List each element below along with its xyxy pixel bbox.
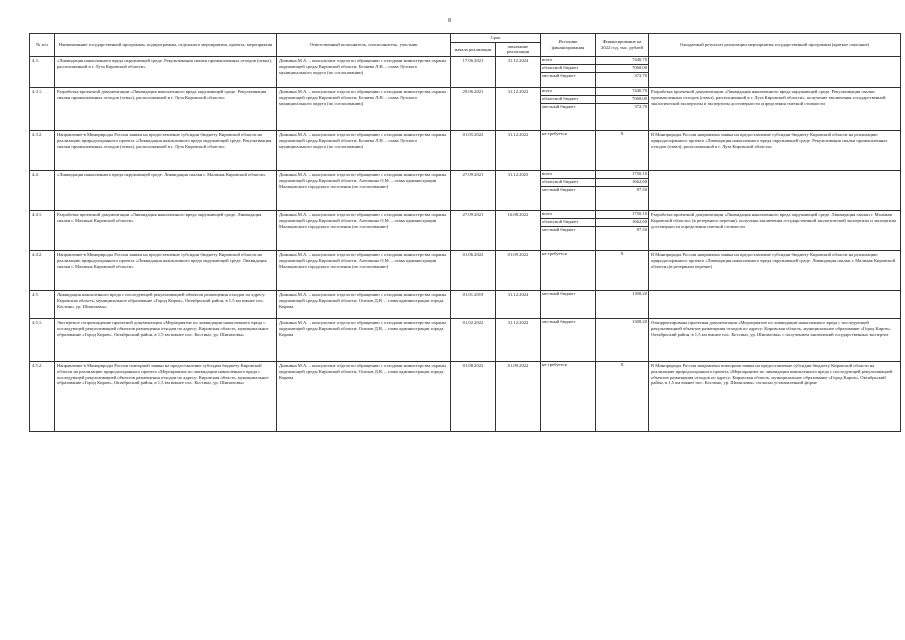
finance-value: X xyxy=(620,131,624,137)
value-list xyxy=(596,57,648,80)
finance-value: 7068,00 xyxy=(596,65,648,73)
value-list xyxy=(596,131,648,138)
row-sources xyxy=(541,291,596,319)
header-term: Срок xyxy=(451,34,541,43)
source-item: областной бюджет xyxy=(541,179,595,187)
source-item: местный бюджет xyxy=(542,227,576,233)
value-list xyxy=(596,211,648,234)
value-list xyxy=(596,88,648,111)
row-result: Разработка проектной документации «Ликвидация накопленного вреда окружающей среде. Рекультивация свалки промышленных отходов (отвал), расположенной в г. Луза Кировской области», получение заключения государственной экологической экспертизы и экспертизы достоверности определения сметной стоимости xyxy=(649,88,901,131)
row-responsible: Домнина М.А. – консультант отдела по обращению с отходами министерства охраны окружающей среды Кировской области; Осипов Д.В. – глава администрации города Кирова xyxy=(277,362,451,432)
header-num: № п/п xyxy=(30,34,55,57)
finance-value: 1308,20 xyxy=(632,319,648,325)
row-name: Направление в Минприроды России заявки на предоставление субсидии бюджету Кировской области на реализацию природоохранного проекта «Ликвидация накопленного вреда окружающей среде. Ликвидация свалки г. Малмыж Кировской области» xyxy=(55,251,277,291)
row-sources xyxy=(541,211,596,251)
row-name: Разработка проектной документации «Ликвидация накопленного вреда окружающей среде. Ликвидация свалки г. Малмыж Кировской области» xyxy=(55,211,277,251)
source-item: местный бюджет xyxy=(542,104,576,110)
source-item: всего xyxy=(541,211,595,219)
source-item: не требуется xyxy=(542,362,567,368)
row-number: 4.5. xyxy=(30,291,55,319)
row-responsible: Домнина М.А. – консультант отдела по обращению с отходами министерства охраны окружающей среды Кировской области; Осипов Д.В. – глава администрации города Кирова xyxy=(277,291,451,319)
row-start-date: 01.06.2022 xyxy=(451,251,496,291)
row-start-date: 01.08.2022 xyxy=(451,362,496,432)
source-list xyxy=(541,131,595,138)
source-list xyxy=(541,319,595,326)
table-row xyxy=(30,171,901,211)
source-item: местный бюджет xyxy=(542,187,576,193)
row-result: В Минприроды России направлена повторная заявка на предоставление субсидии бюджету Кировской области на реализацию природоохранного проекта «Мероприятие по ликвидации накопленного вреда с последующей рекультивацией объектов размещения отходов по адресу: Кировская область, муниципальное образование «Город Киров», Октябрьский район, в 1,5 км южнее пос. Костино, ур. Шипиловы» согласно установленной форме xyxy=(649,362,901,432)
row-responsible: Домнина М.А. – консультант отдела по обращению с отходами министерства охраны окружающей среды Кировской области; Беляева Л.Н. – глава Лузского муниципального округа (по согласованию) xyxy=(277,131,451,171)
row-name: Направление в Минприроды России повторной заявки на предоставление субсидии бюджету Кировской области на реализацию природоохранного проекта «Мероприятие по ликвидации накопленного вреда с последующей рекультивацией объектов размещения отходов по адресу: Кировская область, муниципальное образование «Город Киров», Октябрьский район, в 1,5 км южнее пос. Костино, ур. Шипиловы» xyxy=(55,362,277,432)
row-name: «Ликвидация накопленного вреда окружающей среде. Рекультивация свалки промышленных отходов (отвал), расположенной в г. Луза Кировской области» xyxy=(55,57,277,88)
row-result: В Минприроды России направлена заявка на предоставление субсидии бюджету Кировской области на реализацию природоохранного проекта «Ликвидация накопленного вреда окружающей среде. Ликвидация свалки г. Малмыж Кировской области»(в резервном перечне) xyxy=(649,251,901,291)
row-values xyxy=(596,362,649,432)
row-responsible: Домнина М.А. – консультант отдела по обращению с отходами министерства охраны окружающей среды Кировской области; Алешкина О.М. – глава администрации Малмыжского городского поселения (по согласованию) xyxy=(277,211,451,251)
finance-value: 1750,10 xyxy=(596,171,648,179)
finance-value: X xyxy=(620,251,624,257)
row-number: 4.4.2. xyxy=(30,251,55,291)
source-list xyxy=(541,362,595,369)
header-name: Наименование государственной программы, подпрограммы, отдельного мероприятия, проекта, мероприятия xyxy=(55,34,277,57)
value-list xyxy=(596,291,648,298)
source-list xyxy=(541,171,595,194)
finance-value: 87,50 xyxy=(636,227,648,233)
table-row xyxy=(30,131,901,171)
finance-value: 372,70 xyxy=(634,104,648,110)
row-start-date: 01.01.2019 xyxy=(451,291,496,319)
finance-value: 1750,10 xyxy=(596,211,648,219)
row-start-date: 01.05.2022 xyxy=(451,131,496,171)
row-start-date: 29.06.2021 xyxy=(451,88,496,131)
source-item: не требуется xyxy=(542,131,567,137)
row-name: Экспертное сопровождение проектной документации «Мероприятие по ликвидации накопленного вреда с последующей рекультивацией объектов размещения отходов по адресу: Кировская область, муниципальное образование «Город Киров», Октябрьский район, в 1,5 км южнее пос. Костино, ур. Шипиловы» xyxy=(55,319,277,362)
row-number: 4.3.2. xyxy=(30,131,55,171)
source-item: областной бюджет xyxy=(541,219,595,227)
row-start-date: 01.02.2022 xyxy=(451,319,496,362)
finance-value: 372,70 xyxy=(634,73,648,79)
header-source: Источник финансирования xyxy=(541,34,596,57)
row-values xyxy=(596,57,649,88)
source-item: местный бюджет xyxy=(542,319,576,325)
header-row xyxy=(30,34,901,43)
value-list xyxy=(596,319,648,326)
source-list xyxy=(541,57,595,80)
row-sources xyxy=(541,131,596,171)
row-values xyxy=(596,88,649,131)
row-values xyxy=(596,211,649,251)
row-responsible: Домнина М.А. – консультант отдела по обращению с отходами министерства охраны окружающей среды Кировской области; Осипов Д.В. – глава администрации города Кирова xyxy=(277,319,451,362)
row-number: 4.5.2. xyxy=(30,362,55,432)
header-end: окончание реализации xyxy=(496,42,541,56)
row-responsible: Домнина М.А. – консультант отдела по обращению с отходами министерства охраны окружающей среды Кировской области; Алешкина О.М. – глава администрации Малмыжского городского поселения (по согласованию) xyxy=(277,251,451,291)
source-item: всего xyxy=(541,88,595,96)
row-start-date: 27.09.2021 xyxy=(451,171,496,211)
row-end-date: 01.09.2022 xyxy=(496,251,541,291)
finance-value: 1662,60 xyxy=(596,179,648,187)
header-responsible: Ответственный исполнитель, соисполнитель, участник xyxy=(277,34,451,57)
row-start-date: 27.09.2021 xyxy=(451,211,496,251)
source-item: не требуется xyxy=(542,251,567,257)
finance-value: 87,50 xyxy=(636,187,648,193)
row-end-date: 31.12.2023 xyxy=(496,171,541,211)
row-responsible: Домнина М.А. – консультант отдела по обращению с отходами министерства охраны окружающей среды Кировской области; Алешкина О.М. – глава администрации Малмыжского городского поселения (по согласованию) xyxy=(277,171,451,211)
row-values xyxy=(596,251,649,291)
row-end-date: 31.12.2024 xyxy=(496,291,541,319)
row-sources xyxy=(541,251,596,291)
row-sources xyxy=(541,88,596,131)
row-end-date: 31.12.2024 xyxy=(496,57,541,88)
row-result: В Минприроды России направлена заявка на предоставление субсидии бюджету Кировской области на реализацию природоохранного проекта «Ликвидация накопленного вреда окружающей среде. Рекультивация свалки промышленных отходов (отвал), расположенной в г. Луза Кировской области» xyxy=(649,131,901,171)
row-values xyxy=(596,131,649,171)
row-result xyxy=(649,57,901,88)
row-end-date: 31.12.2022 xyxy=(496,319,541,362)
source-item: всего xyxy=(541,171,595,179)
row-number: 4.5.1. xyxy=(30,319,55,362)
row-result: Откорректирована проектная документация «Мероприятие по ликвидации накопленного вреда с последующей рекультивацией объектов размещения отходов по адресу: Кировская область, муниципальное образование «Город Киров», Октябрьский район, в 1,5 км южнее пос. Костино, ур. Шипиловы» с получением заключений государственных экспертиз xyxy=(649,319,901,362)
row-result xyxy=(649,171,901,211)
table-row xyxy=(30,291,901,319)
row-name: Направление в Минприроды России заявки на предоставление субсидии бюджету Кировской области на реализацию природоохранного проекта «Ликвидация накопленного вреда окружающей среде. Рекультивация свалки промышленных отходов (отвал), расположенной в г. Луза Кировской области» xyxy=(55,131,277,171)
table-row xyxy=(30,319,901,362)
row-sources xyxy=(541,171,596,211)
value-list xyxy=(596,362,648,369)
row-values xyxy=(596,319,649,362)
header-start: начала реализации xyxy=(451,42,496,56)
row-number: 4.4.1. xyxy=(30,211,55,251)
row-end-date: 01.09.2022 xyxy=(496,362,541,432)
finance-value: 7440,70 xyxy=(596,88,648,96)
source-list xyxy=(541,291,595,298)
source-list xyxy=(541,88,595,111)
table-row xyxy=(30,88,901,131)
header-finance: Финансирование на 2022 год, тыс. рублей xyxy=(596,34,649,57)
header-result: Ожидаемый результат реализации мероприятия государственной программы (краткое описание) xyxy=(649,34,901,57)
row-end-date: 16.08.2022 xyxy=(496,211,541,251)
table-row xyxy=(30,251,901,291)
row-responsible: Домнина М.А. – консультант отдела по обращению с отходами министерства охраны окружающей среды Кировской области; Беляева Л.Н. – глава Лузского муниципального округа (по согласованию) xyxy=(277,88,451,131)
row-result xyxy=(649,291,901,319)
row-number: 4.4. xyxy=(30,171,55,211)
row-values xyxy=(596,291,649,319)
value-list xyxy=(596,171,648,194)
finance-value: X xyxy=(620,362,624,368)
row-name: Разработка проектной документации «Ликвидация накопленного вреда окружающей среде. Рекультивация свалки промышленных отходов (отвал), расположенной в г. Луза Кировской области» xyxy=(55,88,277,131)
finance-value: 1308,20 xyxy=(632,291,648,297)
row-sources xyxy=(541,362,596,432)
row-values xyxy=(596,171,649,211)
source-list xyxy=(541,251,595,258)
row-number: 4.3.1. xyxy=(30,88,55,131)
row-name: «Ликвидация накопленного вреда окружающей среде. Ликвидация свалки г. Малмыж Кировской области» xyxy=(55,171,277,211)
row-sources xyxy=(541,319,596,362)
row-responsible: Домнина М.А. – консультант отдела по обращению с отходами министерства охраны окружающей среды Кировской области; Беляева Л.Н. – глава Лузского муниципального округа (по согласованию) xyxy=(277,57,451,88)
source-item: областной бюджет xyxy=(541,96,595,104)
source-item: местный бюджет xyxy=(542,291,576,297)
finance-value: 7440,70 xyxy=(596,57,648,65)
table-body xyxy=(30,57,901,432)
row-result: Разработка проектной документации «Ликвидация накопленного вреда окружающей среде. Ликвидация свалки г. Малмыж Кировской области» (в резервного перечня), получены заключения государственной экологической экспертизы и экспертизы достоверности определения сметной стоимости xyxy=(649,211,901,251)
source-item: областной бюджет xyxy=(541,65,595,73)
finance-value: 1662,60 xyxy=(596,219,648,227)
row-end-date: 31.12.2022 xyxy=(496,131,541,171)
row-number: 4.3. xyxy=(30,57,55,88)
source-item: местный бюджет xyxy=(542,73,576,79)
program-table xyxy=(29,33,901,432)
row-end-date: 31.12.2022 xyxy=(496,88,541,131)
value-list xyxy=(596,251,648,258)
table-row xyxy=(30,211,901,251)
table-row xyxy=(30,57,901,88)
row-sources xyxy=(541,57,596,88)
source-item: всего xyxy=(541,57,595,65)
row-name: Ликвидация накопленного вреда с последующей рекультивацией объектов размещения отходов по адресу: Кировская область, муниципальное образование «Город Киров», Октябрьский район, в 1,5 км южнее пос. Костино, ур. Шипиловы» xyxy=(55,291,277,319)
page-number: 8 xyxy=(448,18,451,24)
source-list xyxy=(541,211,595,234)
row-start-date: 17.06.2021 xyxy=(451,57,496,88)
table-row xyxy=(30,362,901,432)
finance-value: 7068,00 xyxy=(596,96,648,104)
